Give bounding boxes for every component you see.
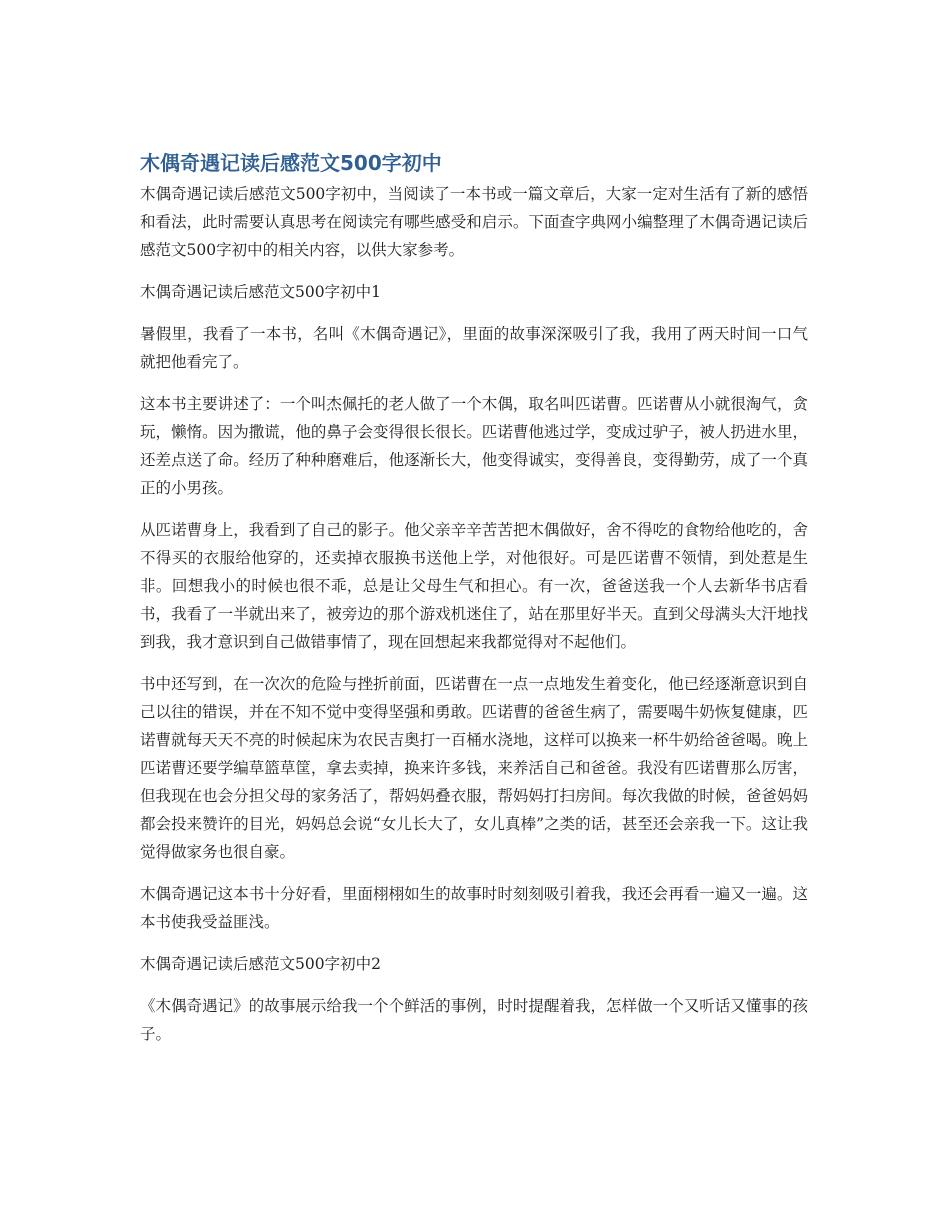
body-paragraph: 从匹诺曹身上，我看到了自己的影子。他父亲辛辛苦苦把木偶做好，舍不得吃的食物给他吃的，舍不得买的衣服给他穿的，还卖掉衣服换书送他上学，对他很好。可是匹诺曹不领情，到处惹是生非。回想我小的时候也很不乖，总是让父母生气和担心。有一次，爸爸送我一个人去新华书店看书，我看了一半就出来了，被旁边的那个游戏机迷住了，站在那里好半天。直到父母满头大汗地找到我，我才意识到自己做错事情了，现在回想起来我都觉得对不起他们。	[140, 521, 808, 651]
body-paragraph: 暑假里，我看了一本书，名叫《木偶奇遇记》，里面的故事深深吸引了我，我用了两天时间一口气就把他看完了。	[140, 325, 808, 371]
body-paragraph: 书中还写到，在一次次的危险与挫折前面，匹诺曹在一点一点地发生着变化，他已经逐渐意识到自己以往的错误，并在不知不觉中变得坚强和勇敢。匹诺曹的爸爸生病了，需要喝牛奶恢复健康，匹诺曹就每天天不亮的时候起床为农民吉奥打一百桶水浇地，这样可以换来一杯牛奶给爸爸喝。晚上匹诺曹还要学编草篮草筐，拿去卖掉，换来许多钱，来养活自己和爸爸。我没有匹诺曹那么厉害，但我现在也会分担父母的家务活了，帮妈妈叠衣服，帮妈妈打扫房间。每次我做的时候，爸爸妈妈都会投来赞许的目光，妈妈总会说“女儿长大了，女儿真棒”之类的话，甚至还会亲我一下。这让我觉得做家务也很自豪。	[140, 675, 808, 861]
section-heading-1: 木偶奇遇记读后感范文500字初中1	[140, 283, 381, 301]
document-page	[140, 148, 808, 1062]
page-title: 木偶奇遇记读后感范文500字初中	[140, 151, 442, 175]
body-paragraph: 《木偶奇遇记》的故事展示给我一个个鲜活的事例，时时提醒着我，怎样做一个又听话又懂事的孩子。	[140, 997, 808, 1043]
intro-paragraph: 木偶奇遇记读后感范文500字初中，当阅读了一本书或一篇文章后，大家一定对生活有了新的感悟和看法，此时需要认真思考在阅读完有哪些感受和启示。下面查字典网小编整理了木偶奇遇记读后感范文500字初中的相关内容，以供大家参考。	[140, 185, 808, 259]
body-paragraph: 这本书主要讲述了：一个叫杰佩托的老人做了一个木偶，取名叫匹诺曹。匹诺曹从小就很淘气，贪玩，懒惰。因为撒谎，他的鼻子会变得很长很长。匹诺曹他逃过学，变成过驴子，被人扔进水里，还差点送了命。经历了种种磨难后，他逐渐长大，他变得诚实，变得善良，变得勤劳，成了一个真正的小男孩。	[140, 395, 808, 497]
section-heading-2: 木偶奇遇记读后感范文500字初中2	[140, 955, 381, 973]
body-paragraph: 木偶奇遇记这本书十分好看，里面栩栩如生的故事时时刻刻吸引着我，我还会再看一遍又一遍。这本书使我受益匪浅。	[140, 885, 808, 931]
